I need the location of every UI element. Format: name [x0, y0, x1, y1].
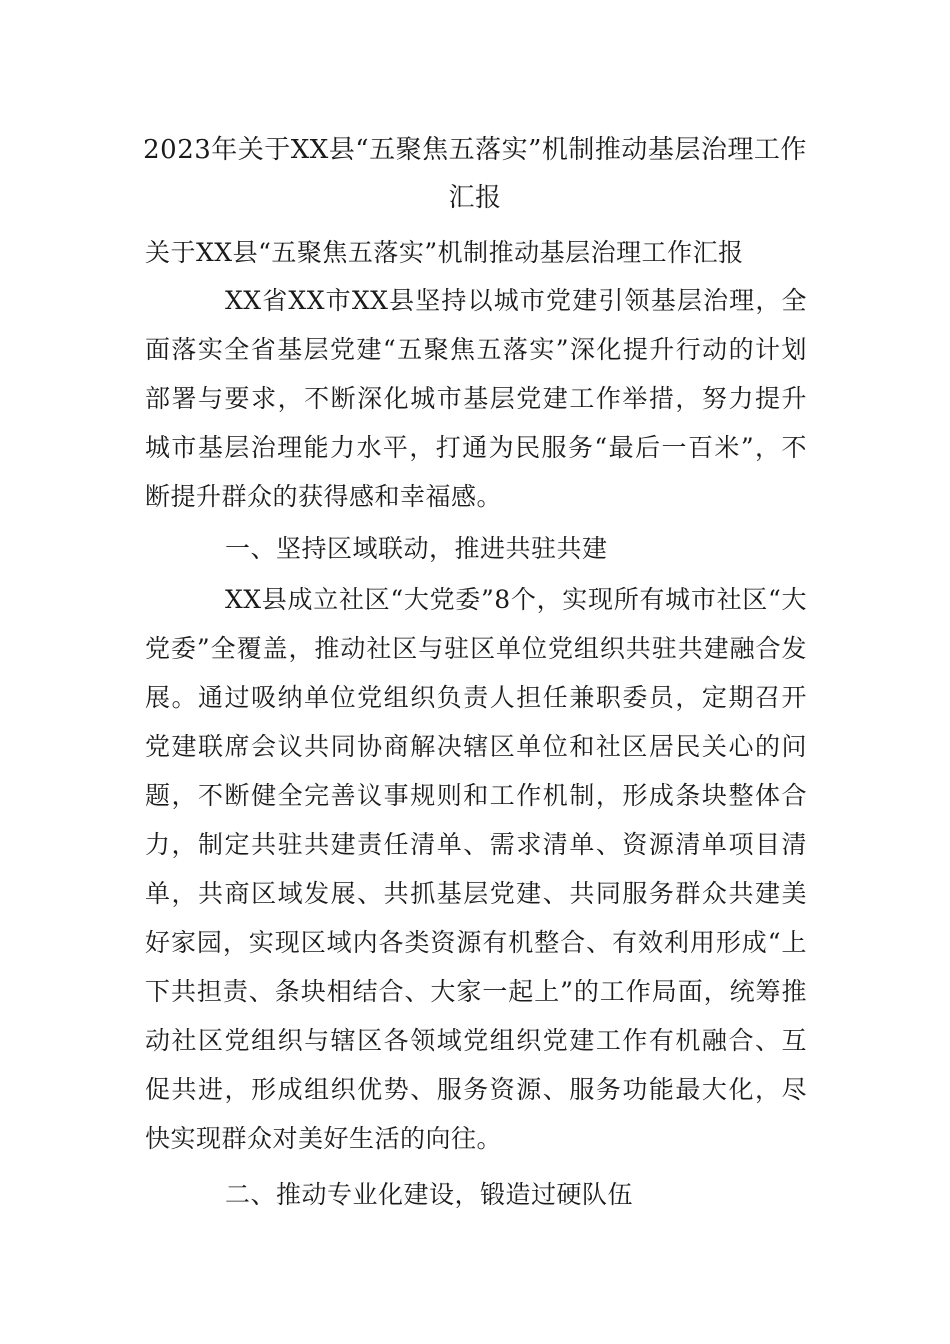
- section-1-paragraph: XX县成立社区“大党委”8个，实现所有城市社区“大党委”全覆盖，推动社区与驻区单位党组织共驻共建融合发展。通过吸纳单位党组织负责人担任兼职委员，定期召开党建联席会议共同协商解决辖区单位和社区居民关心的问题，不断健全完善议事规则和工作机制，形成条块整体合力，制定共驻共建责任清单、需求清单、资源清单项目清单，共商区域发展、共抓基层党建、共同服务群众共建美好家园，实现区域内各类资源有机整合、有效利用形成“上下共担责、条块相结合、大家一起上”的工作局面，统筹推动社区党组织与辖区各领域党组织党建工作有机融合、互促共进，形成组织优势、服务资源、服务功能最大化，尽快实现群众对美好生活的向往。: [145, 585, 807, 1153]
- section-heading-2: 二、推动专业化建设，锻造过硬队伍: [225, 1180, 634, 1209]
- section-heading-1: 一、坚持区域联动，推进共驻共建: [225, 534, 608, 563]
- document-title: 2023年关于XX县“五聚焦五落实”机制推动基层治理工作汇报: [143, 135, 807, 213]
- intro-paragraph: XX省XX市XX县坚持以城市党建引领基层治理，全面落实全省基层党建“五聚焦五落实”深化提升行动的计划部署与要求，不断深化城市基层党建工作举措，努力提升城市基层治理能力水平，打通为民服务“最后一百米”，不断提升群众的获得感和幸福感。: [145, 286, 807, 511]
- document-subtitle: 关于XX县“五聚焦五落实”机制推动基层治理工作汇报: [145, 238, 744, 267]
